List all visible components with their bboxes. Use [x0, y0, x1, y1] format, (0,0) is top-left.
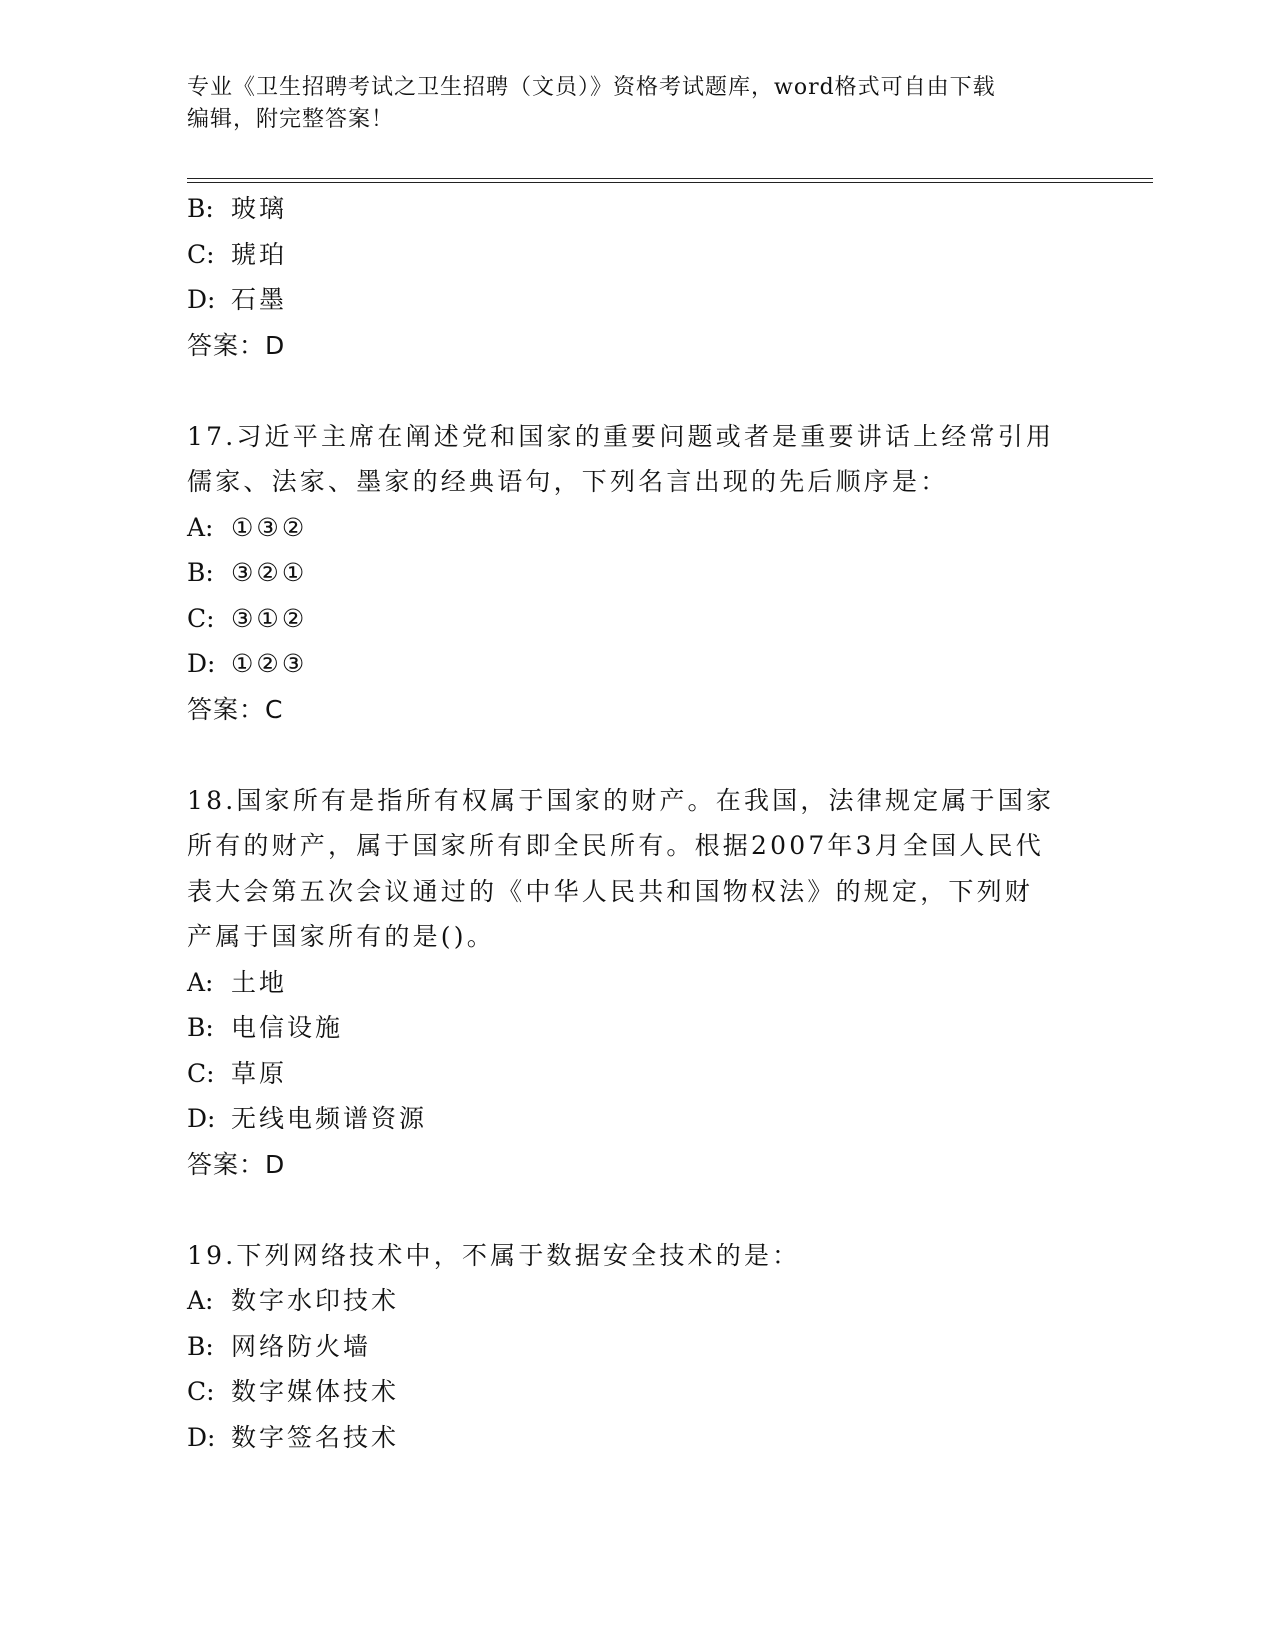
option-letter: C: [187, 1058, 215, 1088]
option-text: 无线电频谱资源 [231, 1104, 428, 1133]
option-a [187, 505, 1087, 551]
question-text-line: 所有的财产，属于国家所有即全民所有。根据2007年3月全国人民代 [187, 831, 1044, 860]
question-16 [187, 186, 1087, 368]
question-text-line: 表大会第五次会议通过的《中华人民共和国物权法》的规定，下列财 [187, 876, 1034, 906]
option-text: ①③② [231, 512, 308, 542]
option-d [187, 1096, 1087, 1142]
option-letter: C: [187, 1377, 215, 1406]
option-c [187, 232, 1087, 278]
option-letter: B: [187, 1331, 214, 1361]
option-text: 玻璃 [231, 194, 288, 223]
answer: 答案：D [187, 330, 286, 360]
option-text: 数字媒体技术 [231, 1377, 400, 1406]
option-text: ③②① [231, 558, 308, 587]
option-letter: D: [187, 285, 216, 314]
question-19 [187, 1233, 1087, 1461]
header-line-1: 专业《卫生招聘考试之卫生招聘（文员）》资格考试题库，word格式可自由下载 [187, 75, 996, 100]
page-header [187, 72, 1067, 136]
option-text: 琥珀 [231, 239, 288, 269]
option-letter: C: [187, 239, 215, 269]
option-text: 石墨 [231, 285, 288, 314]
option-letter: D: [187, 1422, 216, 1452]
option-letter: D: [187, 649, 216, 678]
option-b [187, 1005, 1087, 1051]
spacer [187, 1187, 1087, 1233]
option-c [187, 1051, 1087, 1097]
option-b [187, 186, 1087, 232]
option-d [187, 1415, 1087, 1461]
option-letter: A: [187, 1286, 214, 1315]
option-letter: C: [187, 603, 215, 633]
option-letter: B: [187, 194, 214, 223]
option-a [187, 1278, 1087, 1324]
option-letter: D: [187, 1104, 216, 1133]
question-text-line: 产属于国家所有的是()。 [187, 922, 495, 951]
option-letter: A: [187, 512, 214, 542]
answer: 答案：C [187, 694, 284, 724]
question-list [187, 186, 1087, 1460]
header-divider [187, 178, 1153, 183]
question-text-line: 19.下列网络技术中，不属于数据安全技术的是： [187, 1240, 801, 1270]
option-c [187, 1369, 1087, 1415]
option-c [187, 596, 1087, 642]
option-text: 数字签名技术 [231, 1422, 400, 1452]
spacer [187, 368, 1087, 414]
spacer [187, 732, 1087, 778]
option-letter: B: [187, 558, 214, 587]
option-b [187, 550, 1087, 596]
question-text-line: 17.习近平主席在阐述党和国家的重要问题或者是重要讲话上经常引用 [187, 421, 1055, 451]
option-a [187, 960, 1087, 1006]
option-letter: A: [187, 967, 214, 997]
answer: 答案：D [187, 1149, 286, 1179]
question-text-line: 18.国家所有是指所有权属于国家的财产。在我国，法律规定属于国家 [187, 785, 1055, 815]
option-text: 数字水印技术 [231, 1286, 400, 1315]
option-text: 网络防火墙 [231, 1331, 372, 1361]
option-b [187, 1324, 1087, 1370]
question-text-line: 儒家、法家、墨家的经典语句，下列名言出现的先后顺序是： [187, 467, 949, 496]
option-d [187, 277, 1087, 323]
option-text: 电信设施 [231, 1013, 344, 1042]
option-d [187, 641, 1087, 687]
header-line-2: 编辑，附完整答案！ [187, 107, 395, 132]
option-text: ①②③ [231, 649, 308, 678]
option-letter: B: [187, 1013, 214, 1042]
question-17 [187, 414, 1087, 733]
question-18 [187, 778, 1087, 1188]
option-text: 土地 [231, 967, 288, 997]
option-text: ③①② [231, 603, 308, 633]
option-text: 草原 [231, 1058, 288, 1088]
